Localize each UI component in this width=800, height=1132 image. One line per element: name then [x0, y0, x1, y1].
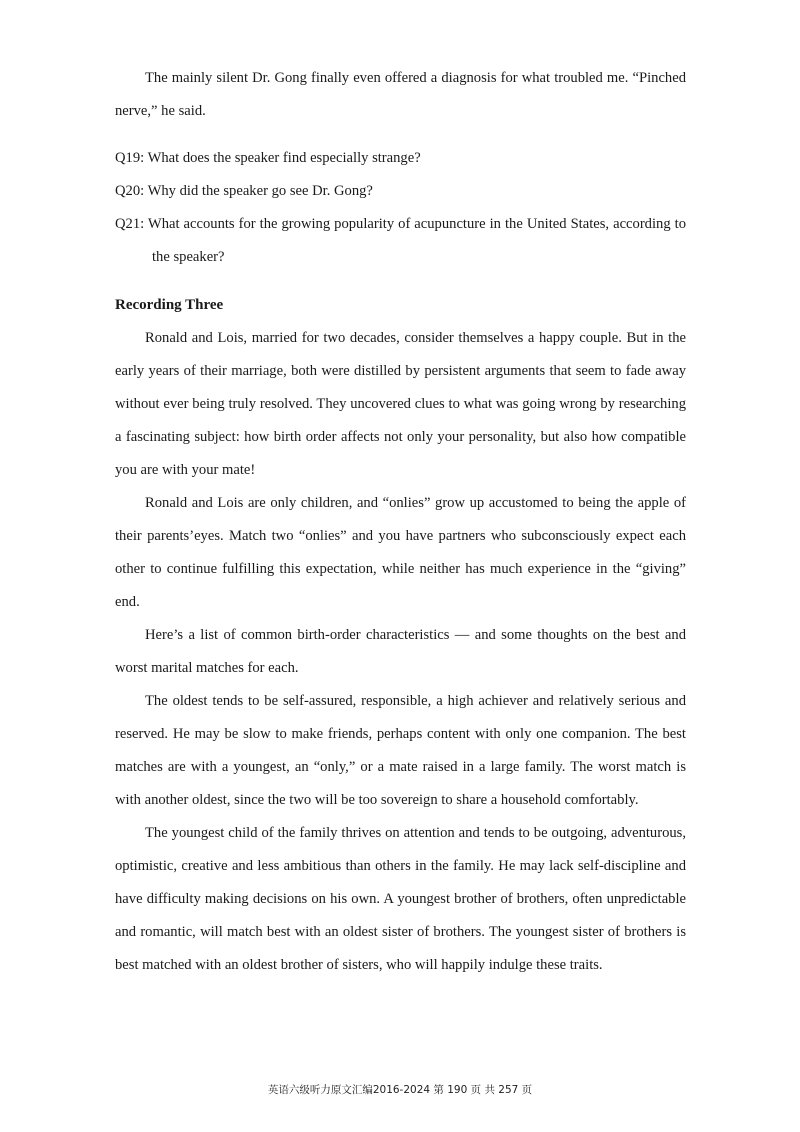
body-paragraph: Here’s a list of common birth-order characteristics — and some thoughts on the best and worst marital matches for each. — [115, 627, 686, 676]
document-page — [115, 62, 686, 982]
body-paragraph: Ronald and Lois, married for two decades, consider themselves a happy couple. But in the early years of their marriage, both were distilled by persistent arguments that seem to fade away without ever being truly resolved. They uncovered clues to what was going wrong by researching a fascinating subject: how birth order affects not only your personality, but also how compatible you are with your mate! — [115, 330, 686, 478]
body-paragraph: The oldest tends to be self-assured, responsible, a high achiever and relatively serious and reserved. He may be slow to make friends, perhaps content with only one companion. The best matches are with a youngest, an “only,” or a mate raised in a large family. The worst match is with another oldest, since the two will be too sovereign to share a household comfortably. — [115, 693, 686, 808]
intro-paragraph: The mainly silent Dr. Gong finally even offered a diagnosis for what troubled me. “Pinched nerve,” he said. — [115, 70, 686, 119]
question-q19: Q19: What does the speaker find especially strange? — [115, 150, 421, 166]
body-paragraph: The youngest child of the family thrives on attention and tends to be outgoing, adventurous, optimistic, creative and less ambitious than others in the family. He may lack self-discipline and have difficulty making decisions on his own. A youngest brother of brothers, often unpredictable and romantic, will match best with an oldest sister of brothers. The youngest sister of brothers is best matched with an oldest brother of sisters, who will happily indulge these traits. — [115, 825, 686, 973]
question-q21: Q21: What accounts for the growing popularity of acupuncture in the United States, according to the speaker? — [115, 216, 686, 265]
section-heading: Recording Three — [115, 297, 224, 313]
body-paragraph: Ronald and Lois are only children, and “onlies” grow up accustomed to being the apple of their parents’eyes. Match two “onlies” and you have partners who subconsciously expect each other to continue fulfilling this expectation, while neither has much experience in the “giving” end. — [115, 495, 686, 610]
page-footer: 英语六级听力原文汇编2016-2024 第 190 页 共 257 页 — [267, 1084, 533, 1096]
question-q20: Q20: Why did the speaker go see Dr. Gong? — [115, 183, 373, 199]
